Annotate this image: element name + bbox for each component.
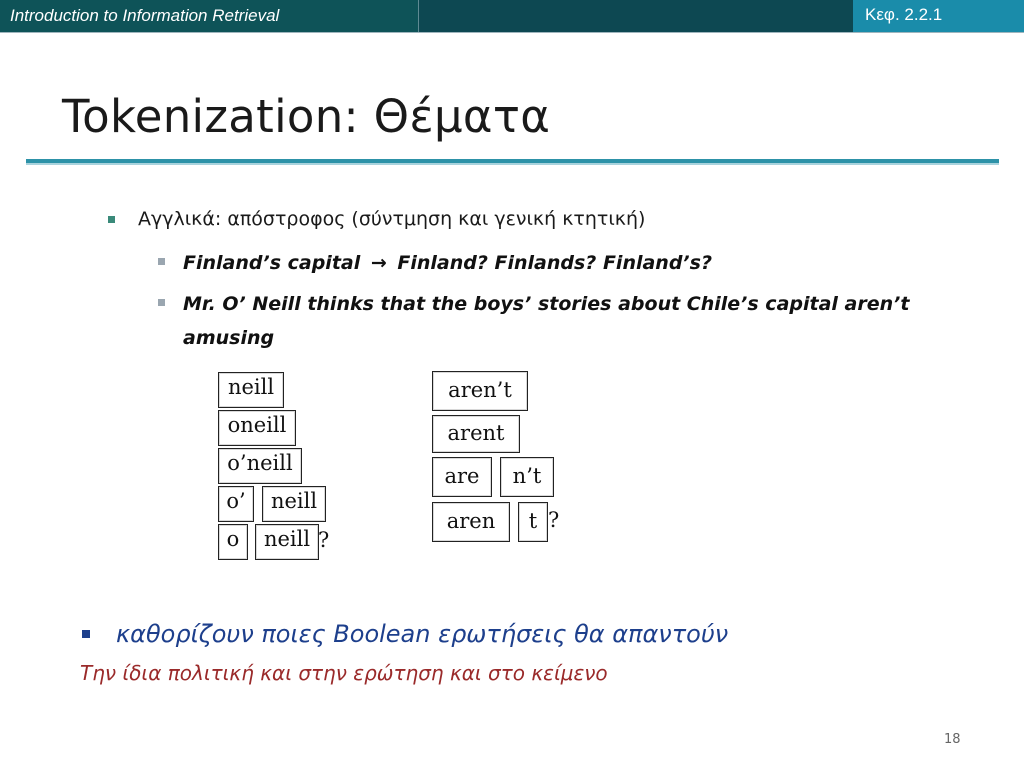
question-mark: ? <box>318 528 330 552</box>
bullet-square-icon <box>82 630 90 638</box>
boolean-queries-text: καθορίζουν ποιες Boolean ερωτήσεις θα απαντούν <box>116 620 729 648</box>
token-box: oneill <box>218 410 296 446</box>
oneill-sentence: Mr. O’ Neill thinks that the boys’ stories about Chile’s capital aren’t amusing <box>183 293 910 349</box>
title-underline <box>26 159 999 165</box>
token-box: o <box>218 524 248 560</box>
token-box: aren’t <box>432 371 528 411</box>
sub-bullet-oneill <box>158 287 918 355</box>
token-box: neill <box>255 524 319 560</box>
bottom-bullet <box>82 620 982 648</box>
token-box: neill <box>218 372 284 408</box>
right-arrow-icon: → <box>370 252 387 274</box>
finland-phrase: Finland’s capital <box>183 252 361 274</box>
token-box: t <box>518 502 548 542</box>
token-box: neill <box>262 486 326 522</box>
token-box: aren <box>432 502 510 542</box>
sub-bullet-square-icon <box>158 299 165 306</box>
token-box: arent <box>432 415 520 453</box>
token-box: n’t <box>500 457 554 497</box>
header-bar <box>0 0 1024 33</box>
token-box: o’ <box>218 486 254 522</box>
token-box: are <box>432 457 492 497</box>
token-box: o’neill <box>218 448 302 484</box>
bullet-text: Αγγλικά: απόστροφος (σύντμηση και γενική κτητική) <box>138 208 646 230</box>
sub-bullet-square-icon <box>158 258 165 265</box>
policy-note: Την ίδια πολιτική και στην ερώτηση και στο κείμενο <box>80 661 608 685</box>
question-mark: ? <box>548 508 560 532</box>
slide-title: Tokenization: Θέματα <box>62 90 551 143</box>
sub-bullet-finland <box>158 246 918 280</box>
course-title: Introduction to Information Retrieval <box>10 6 280 25</box>
finland-variants: Finland? Finlands? Finland’s? <box>397 252 712 274</box>
chapter-reference: Κεφ. 2.2.1 <box>865 5 943 24</box>
header-middle-segment <box>418 0 853 32</box>
page-number: 18 <box>944 732 961 747</box>
bullet-apostrophe <box>108 208 968 230</box>
bullet-square-icon <box>108 216 115 223</box>
sub-bullet-finland-line <box>183 246 918 280</box>
